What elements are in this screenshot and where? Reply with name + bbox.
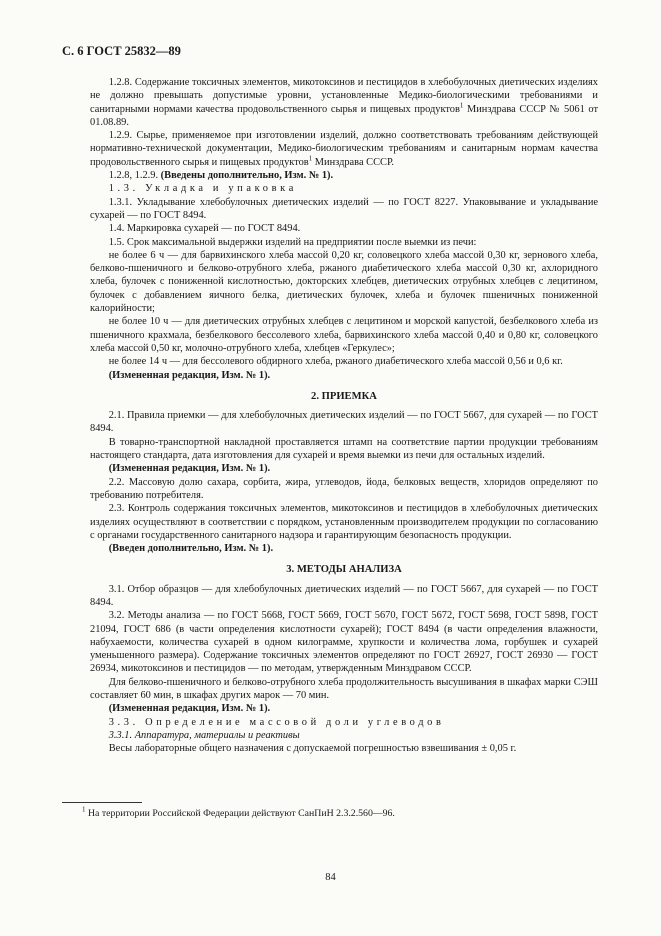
page-number: 84 — [325, 872, 336, 883]
footnote-text: На территории Российской Федерации действуют СанПиН 2.3.2.560—96. — [85, 808, 395, 819]
paragraph-1-3-1: 1.3.1. Укладывание хлебобулочных диетических изделий — по ГОСТ 8227. Упаковывание и укладывание сухарей — по ГОСТ 8494. — [90, 196, 598, 221]
section-1-3-title — [90, 182, 598, 195]
paragraph-6h: не более 6 ч — для барвихинского хлеба массой 0,20 кг, соловецкого хлеба массой 0,30 кг, зернового хлеба, белково-пшеничного и белково-отрубного хлеба, ржаного диабетического хлеба массой 0,30 кг, ахлоридного хлеба, булочек с пониженной кислотностью, докторских хлебцев, диетических отрубных хлебцев с лецитином, булочек с добавлением яичного белка, диетических булочек, хлеба и булочек пшеничных пониженной калорийности; — [90, 249, 598, 315]
paragraph-2-1: 2.1. Правила приемки — для хлебобулочных диетических изделий — по ГОСТ 5667, для сухарей — по ГОСТ 8494. — [90, 410, 598, 435]
document-body — [90, 76, 598, 756]
paragraph-1-2-9 — [90, 129, 598, 169]
spaced-title: 3.3. Определение массовой доли углеводов — [108, 716, 445, 728]
paragraph-waybill: В товарно-транспортной накладной проставляется штамп на соответствие партии продукции требованиям настоящего стандарта, дата изготовления для сухарей и время выемки из печи для остальных изделий. — [90, 436, 598, 462]
paragraph-3-2: 3.2. Методы анализа — по ГОСТ 5668, ГОСТ 5669, ГОСТ 5670, ГОСТ 5672, ГОСТ 5698, ГОСТ 5898, ГОСТ 21094, ГОСТ 686 (в части определения кислотности сухарей); ГОСТ 8494 (в части определения влажности, набухаемости, количества сухарей в одном килограмме, хрупкости и количества лома, горбушек и сухарей уменьшенного размера). Содержание токсичных элементов определяют по ГОСТ 26927, ГОСТ 26930 — ГОСТ 26934, микотоксинов и пестицидов — по методам, утвержденным Минздравом СССР. — [90, 610, 598, 675]
amendment-note: (Измененная редакция, Изм. № 1). — [108, 703, 271, 715]
paragraph-14h: не более 14 ч — для бессолевого обдирного хлеба, ржаного диабетического хлеба массой 0,56 и 0,6 кг. — [108, 356, 563, 368]
text: Минздрава СССР № 5061 от 01.08.89. — [90, 103, 598, 128]
footnote-ref: 1 — [459, 101, 464, 110]
text: 1.2.8. Содержание токсичных элементов, микотоксинов и пестицидов в хлебобулочных диетических изделиях не должно превышать допустимые уровни, установленные Медико-биологическими требованиями и санитарными нормами качества продовольственного сырья и пищевых продуктов — [90, 77, 598, 115]
bold-note: (Введены дополнительно, Изм. № 1). — [160, 170, 334, 182]
page-header: С. 6 ГОСТ 25832—89 — [62, 44, 181, 58]
paragraph-3-1: 3.1. Отбор образцов — для хлебобулочных диетических изделий — по ГОСТ 5667, для сухарей — по ГОСТ 8494. — [90, 583, 598, 608]
footnote-divider — [62, 802, 142, 803]
text: 1.2.9. Сырье, применяемое при изготовлении изделий, должно соответствовать требованиям действующей нормативно-технической документации, Медико-биологическим требованиям и санитарным нормам качества продовольственного сырья и пищевых продуктов — [90, 130, 598, 168]
amendment-note: (Измененная редакция, Изм. № 1). — [108, 463, 271, 475]
amendment-note: (Измененная редакция, Изм. № 1). — [108, 369, 271, 381]
text: Минздрава СССР. — [312, 156, 395, 168]
section-3-3-title — [90, 716, 598, 729]
paragraph-drying: Для белково-пшеничного и белково-отрубного хлеба продолжительность высушивания в шкафах марки СЭШ составляет 60 мин, в шкафах других марок — 70 мин. — [90, 676, 598, 702]
footnote-mark: 1 — [82, 805, 86, 814]
paragraph-2-3: 2.3. Контроль содержания токсичных элементов, микотоксинов и пестицидов в хлебобулочных диетических изделиях осуществляют в соответствии с порядком, установленным производителем продукции по согласованию с органами государственного санитарного надзора и гарантирующим безопасность продукции. — [90, 503, 598, 541]
section-2-heading: 2. ПРИЕМКА — [311, 390, 377, 402]
amendment-note: (Введен дополнительно, Изм. № 1). — [108, 543, 274, 555]
paragraph-2-2: 2.2. Массовую долю сахара, сорбита, жира, углеводов, йода, белковых веществ, хлоридов определяют по требованию потребителя. — [90, 476, 598, 501]
paragraph-1-5: 1.5. Срок максимальной выдержки изделий на предприятии после выемки из печи: — [108, 236, 477, 248]
paragraph-10h: не более 10 ч — для диетических отрубных хлебцев с лецитином и морской капустой, безбелкового хлеба из пшеничного крахмала, безбелкового бессолевого хлеба, барвихинского хлеба массой 0,40 и 0,80 кг, соловецкого хлеба массой 0,50 кг, молочно-отрубного хлеба, хлебцев «Геркулес»; — [90, 316, 598, 354]
spaced-title: 1.3. Укладка и упаковка — [108, 183, 297, 195]
section-3-heading: 3. МЕТОДЫ АНАЛИЗА — [286, 564, 402, 576]
amendment-note — [90, 169, 598, 182]
footnote-ref: 1 — [308, 154, 313, 163]
text: 1.2.8, 1.2.9. — [108, 170, 161, 182]
paragraph-3-3-1: 3.3.1. Аппаратура, материалы и реактивы — [108, 729, 300, 741]
paragraph-1-4: 1.4. Маркировка сухарей — по ГОСТ 8494. — [108, 223, 301, 235]
paragraph-scales: Весы лабораторные общего назначения с допускаемой погрешностью взвешивания ± 0,05 г. — [108, 743, 517, 755]
footnote — [82, 805, 395, 819]
paragraph-1-2-8 — [90, 76, 598, 129]
